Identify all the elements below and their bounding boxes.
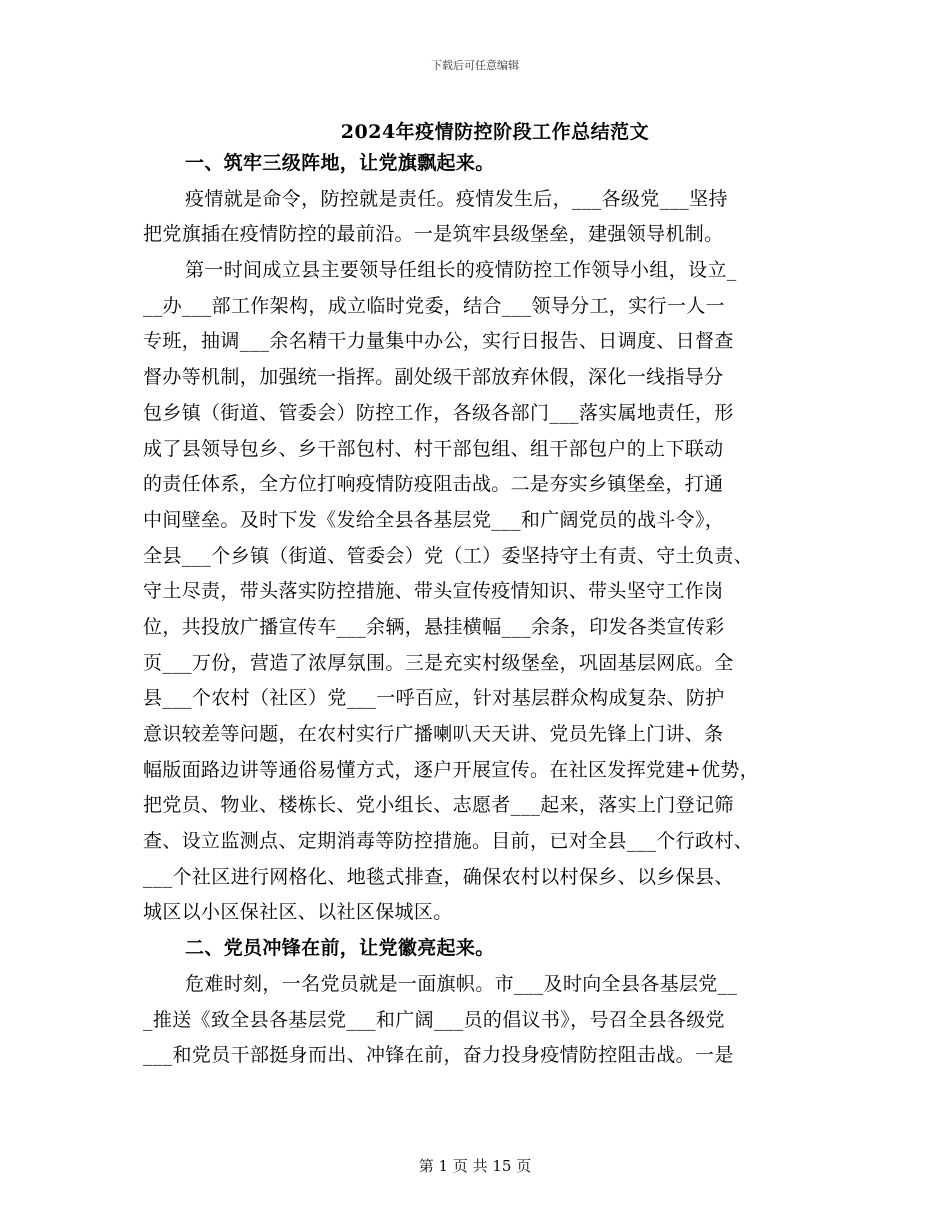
body-line: 成了县领导包乡、乡干部包村、村干部包组、组干部包户的上下联动: [143, 437, 724, 460]
body-line: 县___个农村（社区）党___一呼百应，针对基层群众构成复杂、防护: [143, 687, 725, 710]
body-line: 专班，抽调___余名精干力量集中办公，实行日报告、日调度、日督查: [143, 330, 734, 353]
body-line: 把党员、物业、楼栋长、党小组长、志愿者___起来，落实上门登记筛: [143, 794, 734, 817]
body-line: 幅版面路边讲等通俗易懂方式，逐户开展宣传。在社区发挥党建+优势，: [143, 758, 760, 781]
body-line: ___和党员干部挺身而出、冲锋在前，奋力投身疫情防控阻击战。一是: [143, 1044, 734, 1067]
body-line: 位，共投放广播宣传车___余辆，悬挂横幅___余条，印发各类宣传彩: [143, 615, 725, 638]
body-line: 意识较差等问题，在农村实行广播喇叭天天讲、党员先锋上门讲、条: [143, 723, 724, 745]
section-heading: 二、党员冲锋在前，让党徽亮起来。: [185, 937, 495, 960]
page-footer: 第 1 页 共 15 页: [418, 1157, 532, 1175]
body-line: 的责任体系，全方位打响疫情防疫阻击战。二是夯实乡镇堡垒，打通: [143, 473, 724, 496]
body-line: 督办等机制，加强统一指挥。副处级干部放弃休假，深化一线指导分: [143, 366, 724, 389]
document-title: 2024年疫情防控阶段工作总结范文: [340, 121, 650, 143]
header-note: 下载后可任意编辑: [431, 59, 519, 72]
body-line: 疫情就是命令，防控就是责任。疫情发生后，___各级党___坚持: [185, 187, 728, 210]
body-line: 城区以小区保社区、以社区保城区。: [143, 901, 453, 924]
body-line: ___个社区进行网格化、地毯式排查，确保农村以村保乡、以乡保县、: [143, 865, 734, 888]
body-line: 危难时刻，一名党员就是一面旗帜。市___及时向全县各基层党__: [185, 972, 738, 995]
body-line: _推送《致全县各基层党___和广阔___员的倡议书》，号召全县各级党: [143, 1008, 725, 1031]
body-line: 守土尽责，带头落实防控措施、带头宣传疫情知识、带头坚守工作岗: [143, 580, 724, 603]
body-line: __办___部工作架构，成立临时党委，结合___领导分工，实行一人一: [143, 294, 725, 317]
body-line: 页___万份，营造了浓厚氛围。三是充实村级堡垒，巩固基层网底。全: [143, 651, 734, 674]
body-line: 把党旗插在疫情防控的最前沿。一是筑牢县级堡垒，建强领导机制。: [143, 223, 724, 246]
body-line: 包乡镇（街道、管委会）防控工作，各级各部门___落实属地责任，形: [143, 401, 734, 424]
body-line: 中间壁垒。及时下发《发给全县各基层党___和广阔党员的战斗令》，: [143, 508, 725, 531]
body-line: 第一时间成立县主要领导任组长的疫情防控工作领导小组，设立_: [185, 259, 737, 282]
body-line: 全县___个乡镇（街道、管委会）党（工）委坚持守土有责、守土负责、: [143, 544, 754, 567]
body-line: 查、设立监测点、定期消毒等防控措施。目前，已对全县___个行政村、: [143, 830, 754, 853]
section-heading: 一、筑牢三级阵地，让党旗飘起来。: [185, 152, 495, 174]
document-body: [143, 146, 813, 1074]
